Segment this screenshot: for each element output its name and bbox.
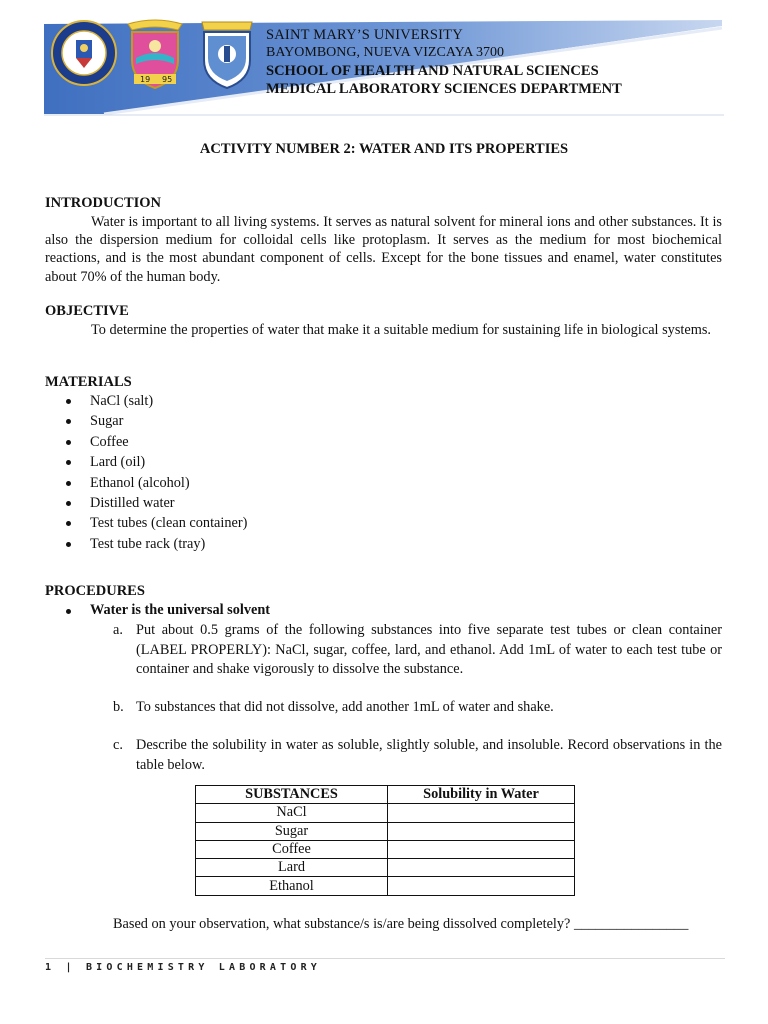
observation-question: Based on your observation, what substance/s is/are being dissolved completely? ________________: [113, 916, 689, 932]
list-item: [64, 391, 247, 411]
bullet-icon: [66, 419, 71, 424]
list-item: [64, 432, 247, 452]
health-school-shield-logo: [118, 18, 192, 92]
bullet-icon: [66, 481, 71, 486]
procedure-step-b: [113, 698, 722, 718]
step-label: c.: [113, 737, 123, 753]
material-label: Distilled water: [90, 494, 175, 511]
bullet-icon: [66, 542, 71, 547]
solubility-cell[interactable]: [388, 822, 575, 840]
substance-cell: Lard: [196, 859, 388, 877]
procedure-bullet-label: Water is the universal solvent: [90, 602, 271, 618]
bullet-icon: [66, 440, 71, 445]
procedure-step-a: [113, 621, 722, 680]
procedures-heading: PROCEDURES: [45, 583, 145, 599]
introduction-paragraph: [45, 213, 722, 286]
material-label: Test tubes (clean container): [90, 515, 248, 532]
material-label: NaCl (salt): [90, 393, 154, 409]
material-label: Sugar: [90, 413, 124, 430]
material-label: Test tube rack (tray): [90, 535, 206, 552]
logo-year-right: 95: [162, 75, 173, 84]
list-item: [64, 513, 247, 533]
page-number: 1: [45, 962, 56, 973]
footer-separator: |: [65, 962, 76, 973]
solubility-cell[interactable]: [388, 804, 575, 822]
table-header-row: [196, 786, 575, 804]
substance-cell: Sugar: [196, 822, 388, 840]
procedure-step-c: [113, 736, 722, 775]
introduction-heading: INTRODUCTION: [45, 195, 162, 211]
bullet-icon: [66, 609, 71, 614]
list-item: [64, 534, 247, 554]
solubility-cell[interactable]: [388, 877, 575, 895]
material-label: Ethanol (alcohol): [90, 474, 190, 491]
table-row: [196, 822, 575, 840]
objective-text: To determine the properties of water that make it a suitable medium for sustaining life in biological systems.: [91, 322, 711, 338]
list-item: [64, 493, 247, 513]
step-text: Describe the solubility in water as soluble, slightly soluble, and insoluble. Record observations in the table below.: [136, 737, 722, 773]
table-row: [196, 804, 575, 822]
list-item: [64, 473, 247, 493]
step-text: Put about 0.5 grams of the following substances into five separate test tubes or clean container (LABEL PROPERLY): NaCl, sugar, coffee, lard, and ethanol. Add 1mL of water to each test tube or container and shake vigorously to dissolve the substance.: [136, 622, 722, 677]
substance-cell: Coffee: [196, 840, 388, 858]
footer-divider: [45, 958, 725, 959]
solubility-cell[interactable]: [388, 859, 575, 877]
university-name: SAINT MARY’S UNIVERSITY: [266, 27, 463, 43]
list-item: [64, 452, 247, 472]
introduction-text: Water is important to all living systems. It serves as natural solvent for mineral ions and other substances. It is also the dispersion medium for colloidal cells like protoplasm. It serves as the medium for most biochemical reactions, and is the most abundant component of cells. Except for the bone tissues and enamel, water constitutes about 70% of the human body.: [45, 214, 722, 285]
materials-heading: MATERIALS: [45, 374, 132, 390]
table-row: [196, 877, 575, 895]
university-seal-logo: [50, 18, 118, 88]
school-name: SCHOOL OF HEALTH AND NATURAL SCIENCES: [266, 63, 599, 79]
step-text: To substances that did not dissolve, add another 1mL of water and shake.: [136, 699, 554, 715]
bullet-icon: [66, 460, 71, 465]
table-row: [196, 840, 575, 858]
table-row: [196, 859, 575, 877]
bullet-icon: [66, 399, 71, 404]
bullet-icon: [66, 501, 71, 506]
header-banner: [44, 18, 724, 116]
logo-year-left: 19: [140, 75, 151, 84]
material-label: Lard (oil): [90, 454, 146, 471]
material-label: Coffee: [90, 433, 129, 450]
solubility-cell[interactable]: [388, 840, 575, 858]
objective-heading: OBJECTIVE: [45, 303, 129, 319]
list-item: [64, 411, 247, 431]
column-header-substances: SUBSTANCES: [196, 786, 388, 804]
substance-cell: Ethanol: [196, 877, 388, 895]
procedure-bullet: [64, 602, 270, 619]
objective-paragraph: [45, 321, 722, 339]
substance-cell: NaCl: [196, 804, 388, 822]
university-location: BAYOMBONG, NUEVA VIZCAYA 3700: [266, 45, 505, 60]
step-label: a.: [113, 622, 123, 638]
header-text-block: [266, 26, 622, 98]
department-name: MEDICAL LABORATORY SCIENCES DEPARTMENT: [266, 81, 622, 97]
page-footer: [45, 962, 321, 973]
column-header-solubility: Solubility in Water: [388, 786, 575, 804]
bullet-icon: [66, 521, 71, 526]
materials-list: [64, 391, 247, 554]
course-name: BIOCHEMISTRY LABORATORY: [85, 962, 322, 973]
step-label: b.: [113, 699, 124, 715]
solubility-table: [195, 785, 575, 896]
activity-title: ACTIVITY NUMBER 2: WATER AND ITS PROPERTIES: [199, 141, 569, 157]
med-lab-shield-logo: [194, 18, 260, 92]
